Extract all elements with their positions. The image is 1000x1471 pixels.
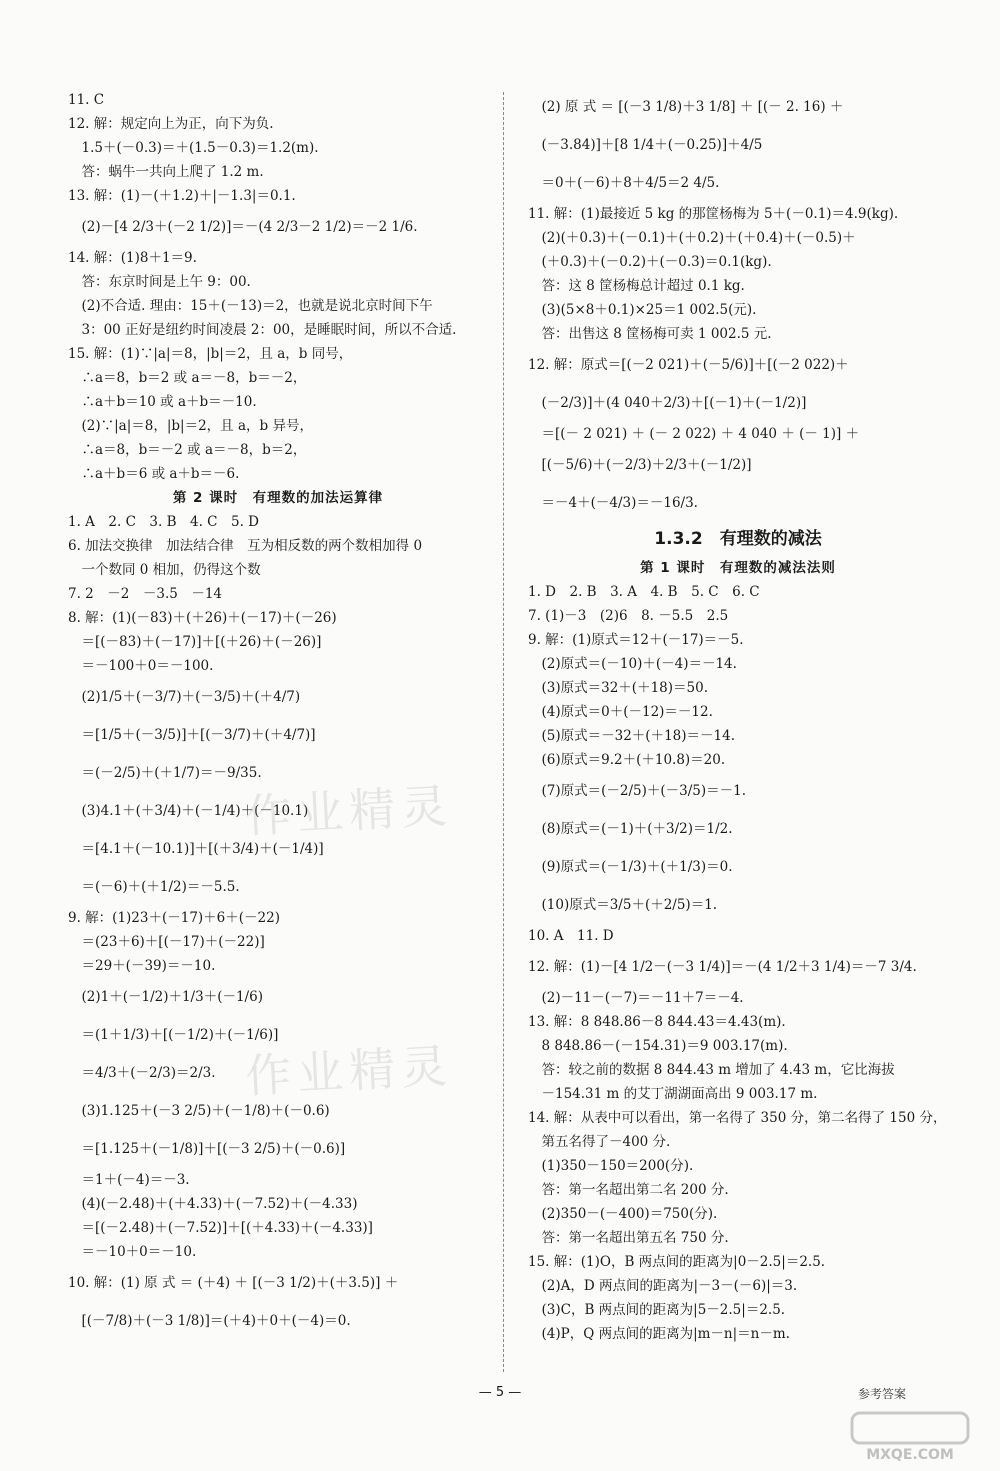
answer-line: 答：第一名超出第五名 750 分. [528,1230,729,1246]
answer-line: 12. 解：原式＝[(－2 021)＋(－5/6)]＋[(－2 022)＋ [528,357,849,373]
answer-line: (2)－[4 2/3＋(－2 1/2)]＝－(4 2/3－2 1/2)＝－2 1/6. [68,219,418,235]
page-number: — 5 — [478,1385,522,1400]
answer-line: 14. 解：(1)8＋1＝9. [68,250,197,266]
answer-line: ＝(－6)＋(＋1/2)＝－5.5. [68,879,240,895]
answer-line: (－2/3)]＋(4 040＋2/3)＋[(－1)＋(－1/2)] [528,395,807,411]
answer-line: ∴a＋b＝10 或 a＋b＝－10. [68,394,257,410]
answer-line: 9. 解：(1)23＋(－17)＋6＋(－22) [68,910,280,926]
answer-line: (2)1＋(－1/2)＋1/3＋(－1/6) [68,989,263,1005]
answer-line: (3)原式＝32＋(＋18)＝50. [528,680,708,696]
answer-line: ＝(－2/5)＋(＋1/7)＝－9/35. [68,765,262,781]
answer-line: ＝(23＋6)＋[(－17)＋(－22)] [68,934,265,950]
answer-line: (3)4.1＋(＋3/4)＋(－1/4)＋(－10.1) [68,803,309,819]
answer-line: 7. (1)－3 (2)6 8. －5.5 2.5 [528,608,729,624]
answer-line: (7)原式＝(－2/5)＋(－3/5)＝－1. [528,783,747,799]
answer-line: ＝[(－ 2 021) ＋ (－ 2 022) ＋ 4 040 ＋ (－ 1)] ＋ [528,426,860,442]
answer-line: 15. 解：(1)∵|a|＝8，|b|＝2，且 a，b 同号， [68,346,353,362]
answer-line: ＝[(－2.48)＋(－7.52)]＋[(＋4.33)＋(－4.33)] [68,1220,373,1236]
answer-line: (2)－11－(－7)＝－11＋7＝－4. [528,990,744,1006]
answer-column-right [528,88,948,1346]
answer-line: ＝29＋(－39)＝－10. [68,958,216,974]
answer-line: [(－5/6)＋(－2/3)＋2/3＋(－1/2)] [528,457,752,473]
answer-line: (6)原式＝9.2＋(＋10.8)＝20. [528,752,726,768]
answer-line: 答：这 8 筐杨梅总计超过 0.1 kg. [528,278,745,294]
watermark-2: 作业精灵 [243,1038,455,1104]
lesson-heading: 第 1 课时 有理数的减法法则 [640,560,836,576]
column-divider [503,92,504,1372]
section-heading: 1.3.2 有理数的减法 [654,529,822,549]
answer-line: (4)(－2.48)＋(＋4.33)＋(－7.52)＋(－4.33) [68,1196,358,1212]
answer-line: (3)1.125＋(－3 2/5)＋(－1/8)＋(－0.6) [68,1103,330,1119]
answer-line: ∴a＝8，b＝－2 或 a＝－8，b＝2， [68,442,307,458]
answer-line: ∴a＝8，b＝2 或 a＝－8，b＝－2， [68,370,307,386]
answer-line: (5)原式＝－32＋(＋18)＝－14. [528,728,735,744]
answer-line: (2)A，D 两点间的距离为|－3－(－6)|＝3. [528,1278,798,1294]
answer-line: 答：东京时间是上午 9：00. [68,274,251,290]
answer-line: 答：较之前的数据 8 844.43 m 增加了 4.43 m，它比海拔 [528,1062,895,1078]
answer-line: 13. 解：(1)－(＋1.2)＋|－1.3|＝0.1. [68,188,296,204]
answer-line: (2)∵|a|＝8，|b|＝2，且 a，b 异号， [68,418,313,434]
answer-line: ＝[(－83)＋(－17)]＋[(＋26)＋(－26)] [68,634,322,650]
answer-line: 答：出售这 8 筐杨梅可卖 1 002.5 元. [528,326,772,342]
answer-line: (8)原式＝(－1)＋(＋3/2)＝1/2. [528,821,733,837]
footer-label: 参考答案 [858,1387,907,1401]
answer-line: 1. D 2. B 3. A 4. B 5. C 6. C [528,584,760,600]
answer-line: 一个数同 0 相加，仍得这个数 [68,562,261,578]
answer-line: 14. 解：从表中可以看出，第一名得了 350 分，第二名得了 150 分， [528,1110,947,1126]
answer-line: ＝[1.125＋(－1/8)]＋[(－3 2/5)＋(－0.6)] [68,1141,346,1157]
site-logo [850,1405,970,1465]
answer-line: 13. 解：8 848.86－8 844.43＝4.43(m). [528,1014,786,1030]
answer-line: (2) 原 式 ＝ [(－3 1/8)＋3 1/8] ＋ [(－ 2. 16) ＋ [528,99,844,115]
answer-line: ＝1＋(－4)＝－3. [68,1172,190,1188]
answer-line: ＝4/3＋(－2/3)＝2/3. [68,1065,216,1081]
answer-line: 答：蜗牛一共向上爬了 1.2 m. [68,164,264,180]
answer-line: ＝0＋(－6)＋8＋4/5＝2 4/5. [528,175,720,191]
logo-text: MXQE.COM [866,1447,954,1463]
answer-line: (＋0.3)＋(－0.2)＋(－0.3)＝0.1(kg). [528,254,772,270]
answer-line: 8. 解：(1)(－83)＋(＋26)＋(－17)＋(－26) [68,610,337,626]
answer-line: 8 848.86－(－154.31)＝9 003.17(m). [528,1038,788,1054]
answer-column-left [68,88,488,1340]
answer-line: (2)原式＝(－10)＋(－4)＝－14. [528,656,737,672]
answer-line: (4)原式＝0＋(－12)＝－12. [528,704,713,720]
answer-line: (2)不合适. 理由：15＋(－13)＝2，也就是说北京时间下午 [68,298,433,314]
answer-line: (3)C，B 两点间的距离为|5－2.5|＝2.5. [528,1302,786,1318]
answer-line: [(－7/8)＋(－3 1/8)]＝(＋4)＋0＋(－4)＝0. [68,1313,351,1329]
answer-line: (3)(5×8＋0.1)×25＝1 002.5(元). [528,302,757,318]
answer-line: (2)(＋0.3)＋(－0.1)＋(＋0.2)＋(＋0.4)＋(－0.5)＋ [528,230,856,246]
answer-line: ＝[4.1＋(－10.1)]＋[(＋3/4)＋(－1/4)] [68,841,324,857]
answer-line: －154.31 m 的艾丁湖湖面高出 9 003.17 m. [528,1086,818,1102]
answer-line: (－3.84)]＋[8 1/4＋(－0.25)]＋4/5 [528,137,763,153]
answer-line: 10. 解：(1) 原 式 ＝ (＋4) ＋ [(－3 1/2)＋(＋3.5)] ＋ [68,1275,399,1291]
answer-line: (4)P，Q 两点间的距离为|m－n|＝n－m. [528,1326,790,1342]
answer-line: ＝－100＋0＝－100. [68,658,214,674]
answer-line: (1)350－150＝200(分). [528,1158,694,1174]
lesson-heading: 第 2 课时 有理数的加法运算律 [172,490,384,506]
answer-line: (2)350－(－400)＝750(分). [528,1206,718,1222]
answer-line: 6. 加法交换律 加法结合律 互为相反数的两个数相加得 0 [68,538,423,554]
answer-line: 1.5＋(－0.3)＝＋(1.5－0.3)＝1.2(m). [68,140,319,156]
answer-line: ＝(1＋1/3)＋[(－1/2)＋(－1/6)] [68,1027,279,1043]
answer-line: 10. A 11. D [528,928,614,944]
answer-line: 7. 2 －2 －3.5 －14 [68,586,222,602]
answer-line: 11. C [68,92,105,108]
answer-line: (10)原式＝3/5＋(＋2/5)＝1. [528,897,718,913]
answer-line: ＝－4＋(－4/3)＝－16/3. [528,495,698,511]
answer-line: ＝－10＋0＝－10. [68,1244,197,1260]
answer-line: ∴a＋b＝6 或 a＋b＝－6. [68,466,240,482]
answer-line: 3：00 正好是纽约时间凌晨 2：00，是睡眠时间，所以不合适. [68,322,457,338]
answer-line: 12. 解：(1)－[4 1/2－(－3 1/4)]＝－(4 1/2＋3 1/4)＝－7 3/4. [528,959,917,975]
answer-line: 15. 解：(1)O，B 两点间的距离为|0－2.5|＝2.5. [528,1254,826,1270]
answer-line: (9)原式＝(－1/3)＋(＋1/3)＝0. [528,859,733,875]
answer-line: 第五名得了－400 分. [528,1134,671,1150]
answer-line: (2)1/5＋(－3/7)＋(－3/5)＋(＋4/7) [68,689,301,705]
answer-line: 11. 解：(1)最接近 5 kg 的那筐杨梅为 5＋(－0.1)＝4.9(kg). [528,206,899,222]
answer-line: 12. 解：规定向上为正，向下为负. [68,116,274,132]
answer-line: 答：第一名超出第二名 200 分. [528,1182,729,1198]
watermark: 作业精灵 [243,778,455,844]
answer-line: 9. 解：(1)原式＝12＋(－17)＝－5. [528,632,744,648]
answer-line: ＝[1/5＋(－3/5)]＋[(－3/7)＋(＋4/7)] [68,727,316,743]
answer-line: 1. A 2. C 3. B 4. C 5. D [68,514,260,530]
